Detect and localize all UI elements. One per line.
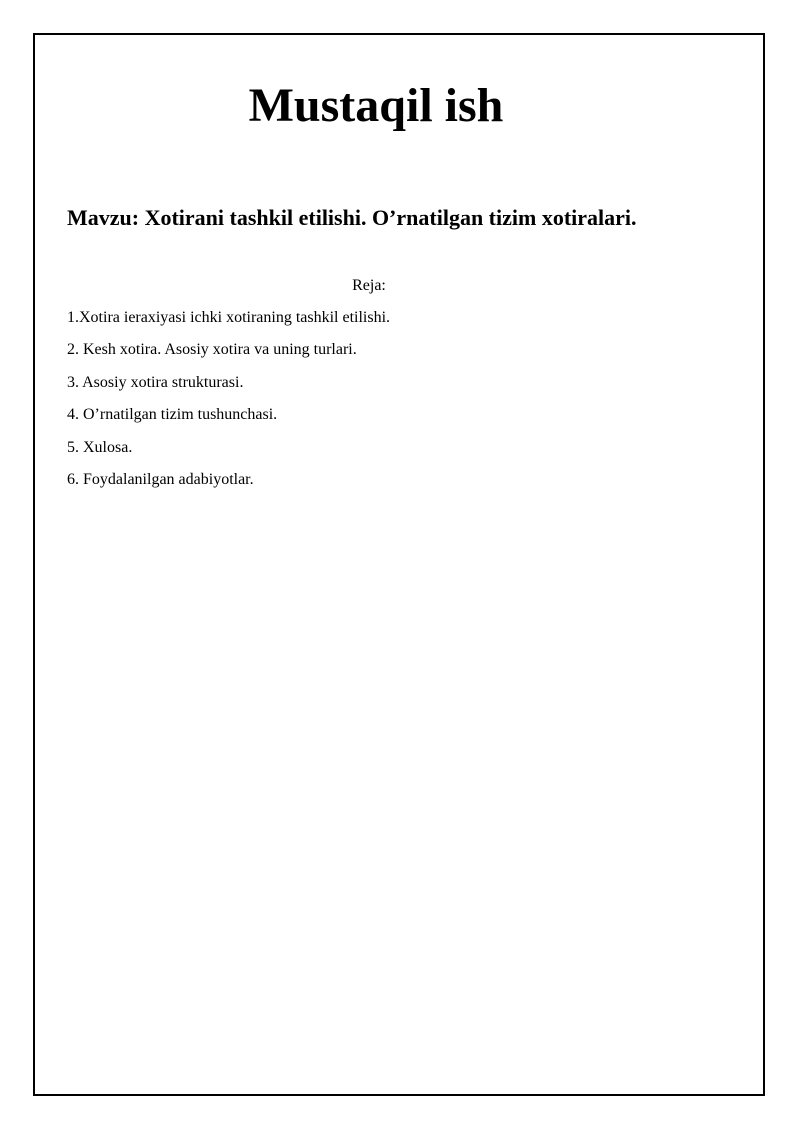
plan-heading: Reja: <box>352 277 386 294</box>
plan-list <box>67 307 390 501</box>
plan-item: 6. Foydalanilgan adabiyotlar. <box>67 470 254 488</box>
page-border <box>33 33 765 1096</box>
document-topic: Mavzu: Xotirani tashkil etilishi. O’rnatilgan tizim xotiralari. <box>67 205 637 230</box>
plan-item: 3. Asosiy xotira strukturasi. <box>67 373 244 391</box>
plan-item: 5. Xulosa. <box>67 438 133 456</box>
plan-item: 4. O’rnatilgan tizim tushunchasi. <box>67 406 278 424</box>
document-title: Mustaqil ish <box>248 79 504 132</box>
plan-item: 1.Xotira ieraxiyasi ichki xotiraning tashkil etilishi. <box>67 309 391 326</box>
plan-item: 2. Kesh xotira. Asosiy xotira va uning turlari. <box>67 341 357 359</box>
